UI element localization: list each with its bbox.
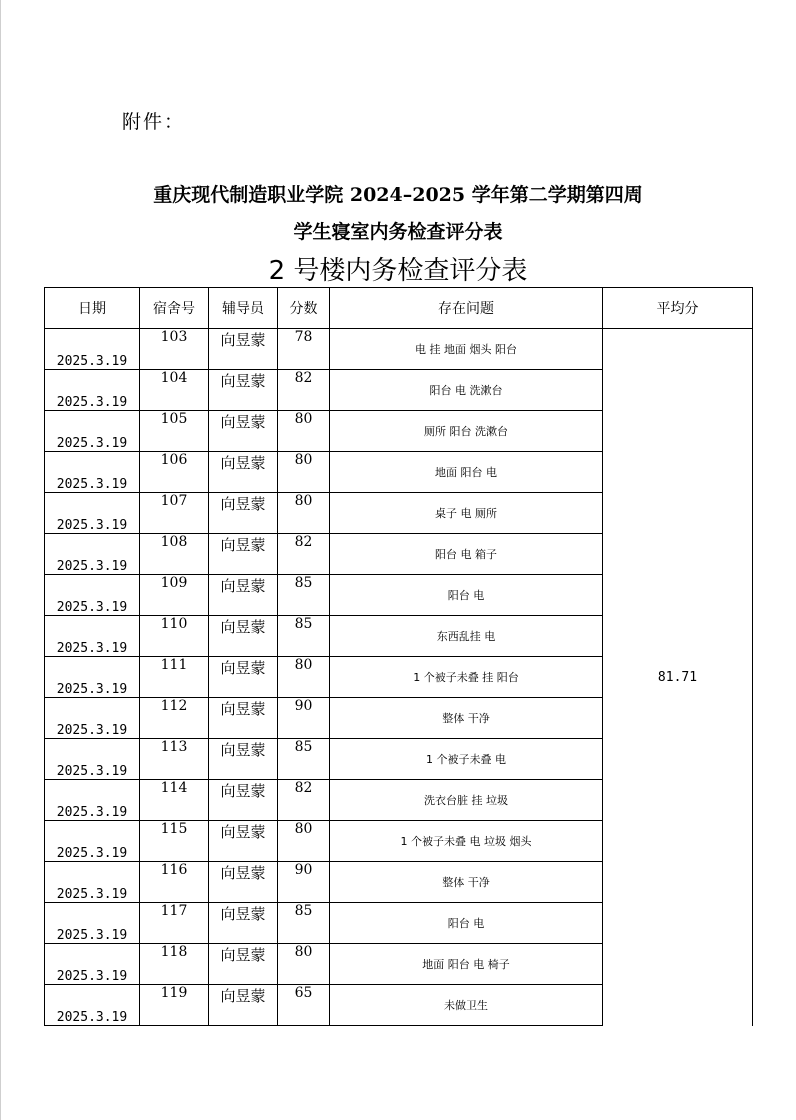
cell-score: 80 [278,657,330,698]
cell-issues: 东西乱挂 电 [330,616,603,657]
cell-issues: 1 个被子未叠 电 [330,739,603,780]
cell-score: 80 [278,821,330,862]
cell-score: 80 [278,452,330,493]
cell-issues: 电 挂 地面 烟头 阳台 [330,329,603,370]
cell-coach: 向昱蒙 [209,739,278,780]
table-header-row [45,288,753,329]
page-edge [0,0,1,1120]
cell-room: 119 [140,985,209,1026]
cell-coach: 向昱蒙 [209,370,278,411]
score-table [44,287,753,1026]
cell-date: 2025.3.19 [45,370,140,411]
cell-coach: 向昱蒙 [209,698,278,739]
cell-date: 2025.3.19 [45,657,140,698]
cell-room: 109 [140,575,209,616]
cell-room: 110 [140,616,209,657]
cell-coach: 向昱蒙 [209,862,278,903]
header-issues: 存在问题 [330,288,603,329]
cell-score: 78 [278,329,330,370]
cell-issues: 桌子 电 厕所 [330,493,603,534]
header-coach: 辅导员 [209,288,278,329]
cell-score: 85 [278,575,330,616]
cell-date: 2025.3.19 [45,862,140,903]
header-room: 宿舍号 [140,288,209,329]
cell-score: 85 [278,616,330,657]
cell-date: 2025.3.19 [45,575,140,616]
cell-issues: 厕所 阳台 洗漱台 [330,411,603,452]
cell-score: 90 [278,698,330,739]
cell-date: 2025.3.19 [45,534,140,575]
cell-room: 115 [140,821,209,862]
cell-score: 85 [278,739,330,780]
cell-coach: 向昱蒙 [209,534,278,575]
cell-score: 85 [278,903,330,944]
cell-room: 108 [140,534,209,575]
header-date: 日期 [45,288,140,329]
cell-coach: 向昱蒙 [209,944,278,985]
cell-score: 82 [278,780,330,821]
cell-issues: 未做卫生 [330,985,603,1026]
cell-score: 80 [278,944,330,985]
cell-date: 2025.3.19 [45,985,140,1026]
cell-issues: 整体 干净 [330,862,603,903]
cell-issues: 洗衣台脏 挂 垃圾 [330,780,603,821]
cell-date: 2025.3.19 [45,452,140,493]
cell-date: 2025.3.19 [45,329,140,370]
cell-date: 2025.3.19 [45,493,140,534]
cell-room: 117 [140,903,209,944]
cell-coach: 向昱蒙 [209,493,278,534]
cell-issues: 整体 干净 [330,698,603,739]
cell-coach: 向昱蒙 [209,821,278,862]
cell-date: 2025.3.19 [45,411,140,452]
cell-room: 112 [140,698,209,739]
cell-issues: 1 个被子未叠 挂 阳台 [330,657,603,698]
cell-issues: 阳台 电 [330,575,603,616]
cell-coach: 向昱蒙 [209,329,278,370]
document-title: 重庆现代制造职业学院 2024–2025 学年第二学期第四周 [153,184,643,206]
cell-score: 80 [278,493,330,534]
cell-issues: 阳台 电 [330,903,603,944]
cell-room: 114 [140,780,209,821]
cell-room: 105 [140,411,209,452]
cell-coach: 向昱蒙 [209,780,278,821]
cell-average: 81.71 [603,329,753,1026]
cell-room: 116 [140,862,209,903]
table-body [45,329,753,1026]
cell-coach: 向昱蒙 [209,616,278,657]
cell-room: 106 [140,452,209,493]
cell-coach: 向昱蒙 [209,985,278,1026]
building-title: 2 号楼内务检查评分表 [268,256,528,286]
cell-issues: 地面 阳台 电 [330,452,603,493]
cell-date: 2025.3.19 [45,780,140,821]
cell-room: 103 [140,329,209,370]
cell-date: 2025.3.19 [45,903,140,944]
cell-date: 2025.3.19 [45,698,140,739]
cell-issues: 阳台 电 箱子 [330,534,603,575]
cell-score: 90 [278,862,330,903]
table-row [45,329,753,370]
header-average: 平均分 [603,288,753,329]
cell-coach: 向昱蒙 [209,411,278,452]
cell-room: 111 [140,657,209,698]
cell-coach: 向昱蒙 [209,452,278,493]
cell-date: 2025.3.19 [45,739,140,780]
cell-score: 82 [278,370,330,411]
cell-date: 2025.3.19 [45,616,140,657]
cell-coach: 向昱蒙 [209,657,278,698]
cell-coach: 向昱蒙 [209,903,278,944]
cell-issues: 地面 阳台 电 椅子 [330,944,603,985]
cell-issues: 阳台 电 洗漱台 [330,370,603,411]
cell-score: 82 [278,534,330,575]
cell-date: 2025.3.19 [45,821,140,862]
cell-coach: 向昱蒙 [209,575,278,616]
cell-room: 118 [140,944,209,985]
cell-room: 107 [140,493,209,534]
cell-room: 113 [140,739,209,780]
cell-issues: 1 个被子未叠 电 垃圾 烟头 [330,821,603,862]
cell-score: 65 [278,985,330,1026]
document-subtitle: 学生寝室内务检查评分表 [293,221,503,243]
cell-room: 104 [140,370,209,411]
attachment-label: 附件： [122,111,186,133]
cell-date: 2025.3.19 [45,944,140,985]
header-score: 分数 [278,288,330,329]
cell-score: 80 [278,411,330,452]
